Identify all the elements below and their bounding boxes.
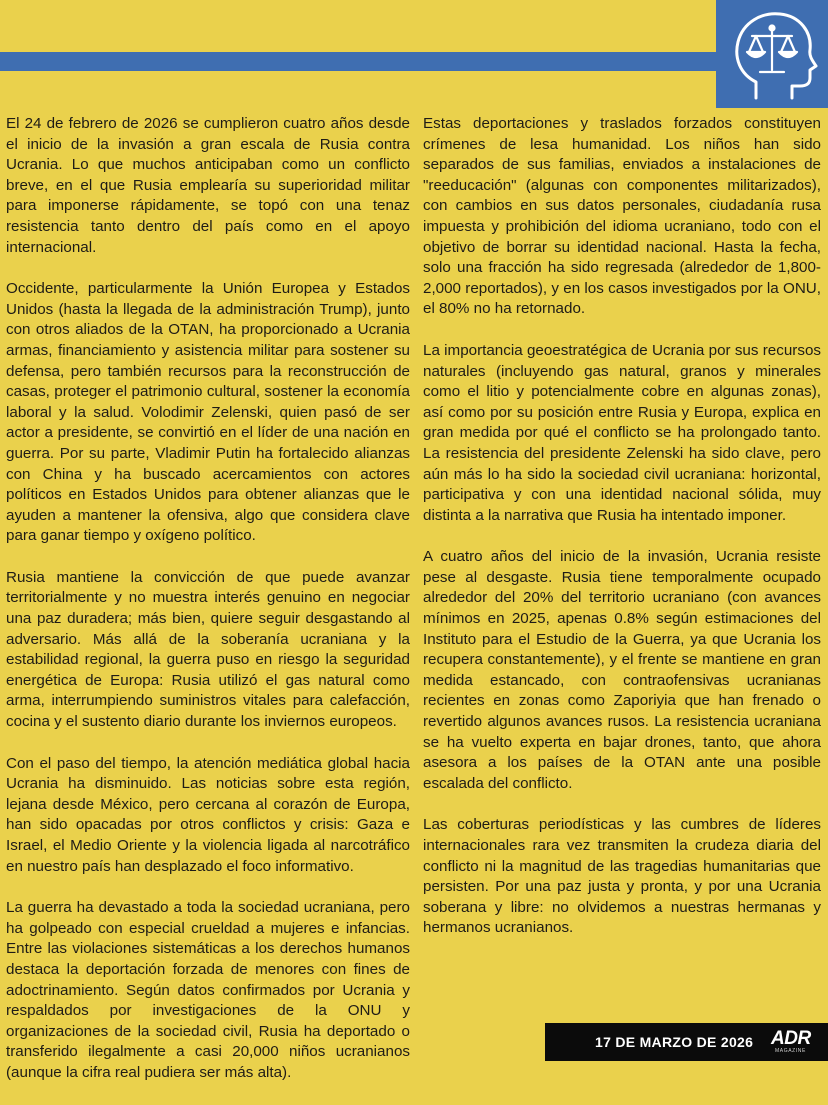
- article-paragraph: Occidente, particularmente la Unión Europea y Estados Unidos (hasta la llegada de la administración Trump), junto con otros aliados de la OTAN, ha proporcionado a Ucrania armas, financiamiento y asistencia militar para sostener su defensa, pero también recursos para la reconstrucción de casas, proteger el patrimonio cultural, sostener la economía laboral y la salud. Volodimir Zelenski, quien pasó de ser actor a presidente, se convirtió en el líder de una nación en guerra. Por su parte, Vladimir Putin ha fortalecido alianzas con China y ha buscado acercamientos con actores políticos en Estados Unidos para obtener alianzas que le ayuden a mantener la ofensiva, algo que considera clave para ganar tiempo y oxígeno político.: [6, 280, 410, 545]
- article-paragraph: Rusia mantiene la convicción de que puede avanzar territorialmente y no muestra interés genuino en negociar una paz duradera; más bien, quiere seguir desgastando al adversario. Más allá de la soberanía ucraniana y la estabilidad regional, la guerra puso en riesgo la seguridad energética de Europa: Rusia utilizó el gas natural como arma, interrumpiendo suministros vitales para calefacción, cocina y el sustento diario durante los inviernos europeos.: [6, 568, 410, 731]
- article-left-column: [6, 114, 410, 1105]
- article-paragraph: El 24 de febrero de 2026 se cumplieron cuatro años desde el inicio de la invasión a gran escala de Rusia contra Ucrania. Lo que muchos anticipaban como un conflicto breve, en el que Rusia emplearía su superioridad militar para imponerse rápidamente, se topó con una tenaz resistencia tanto dentro del país como en el apoyo internacional.: [6, 115, 410, 256]
- brand-subtitle: MAGAZINE: [775, 1048, 806, 1054]
- article-right-column: [423, 114, 821, 960]
- logo: [716, 0, 828, 108]
- header-bar: [0, 52, 828, 71]
- publication-date: 17 DE MARZO DE 2026: [595, 1034, 754, 1050]
- article-paragraph: La guerra ha devastado a toda la sociedad ucraniana, pero ha golpeado con especial crueldad a mujeres e infancias. Entre las violaciones sistemáticas a los derechos humanos destaca la deportación forzada de menores con fines de adoctrinamiento. Según datos confirmados por Ucrania y respaldados por investigaciones de la ONU y organizaciones de la sociedad civil, Rusia ha deportado o transferido ilegalmente a casi 20,000 niños ucranianos (aunque la cifra real pudiera ser más alta).: [6, 899, 410, 1081]
- article-paragraph: Estas deportaciones y traslados forzados constituyen crímenes de lesa humanidad. Los niños han sido separados de sus familias, enviados a instalaciones de "reeducación" (algunas con componentes militarizados), con cambios en sus datos personales, ciudadanía rusa impuesta y prohibición del idioma ucraniano, todo con el objetivo de borrar su identidad nacional. Hasta la fecha, solo una fracción ha sido regresada (alrededor de 1,800-2,000 reportados), y en los casos investigados por la ONU, el 80% no ha retornado.: [423, 115, 821, 318]
- article-paragraph: Las coberturas periodísticas y las cumbres de líderes internacionales rara vez transmiten la crudeza diaria del conflicto ni la magnitud de las tragedias humanitarias que persisten. Por una paz justa y pronta, y por una Ucrania soberana y libre: no olvidemos a nuestras hermanas y hermanos ucranianos.: [423, 816, 821, 937]
- footer-bar: [545, 1023, 828, 1061]
- article-paragraph: Con el paso del tiempo, la atención mediática global hacia Ucrania ha disminuido. Las noticias sobre esta región, lejana desde México, pero cercana al corazón de Europa, han sido opacadas por otros conflictos y crisis: Gaza e Israel, el Medio Oriente y la violencia ligada al narcotráfico en nuestro país han desplazado el foco informativo.: [6, 754, 410, 875]
- article-paragraph: La importancia geoestratégica de Ucrania por sus recursos naturales (incluyendo gas natural, granos y minerales como el litio y potencialmente cobre en algunas zonas), así como por su posición entre Rusia y Europa, explica en gran medida por qué el conflicto se ha prolongado tanto. La resistencia del presidente Zelenski ha sido clave, pero aún más lo ha sido la sociedad civil ucraniana: horizontal, participativa y con una identidad nacional sólida, muy distinta a la narrativa que Rusia ha intentado imponer.: [423, 341, 821, 524]
- article-paragraph: A cuatro años del inicio de la invasión, Ucrania resiste pese al desgaste. Rusia tiene temporalmente ocupado alrededor del 20% del territorio ucraniano (con avances mínimos en 2025, apenas 0.8% según estimaciones del Instituto para el Estudio de la Guerra, ya que Ucrania los recupera constantemente), y el frente se mantiene en gran medida estancado, con contraofensivas ucranianas recientes en zonas como Zaporiyia que han frenado o revertido algunos avances rusos. La resistencia ucraniana se ha vuelto experta en bajar drones, tanto, que ahora asesora a los países de la OTAN ante una posible escalada del conflicto.: [423, 548, 821, 792]
- brand-logo: ADR: [771, 1028, 811, 1049]
- head-with-scales-icon: [716, 0, 828, 108]
